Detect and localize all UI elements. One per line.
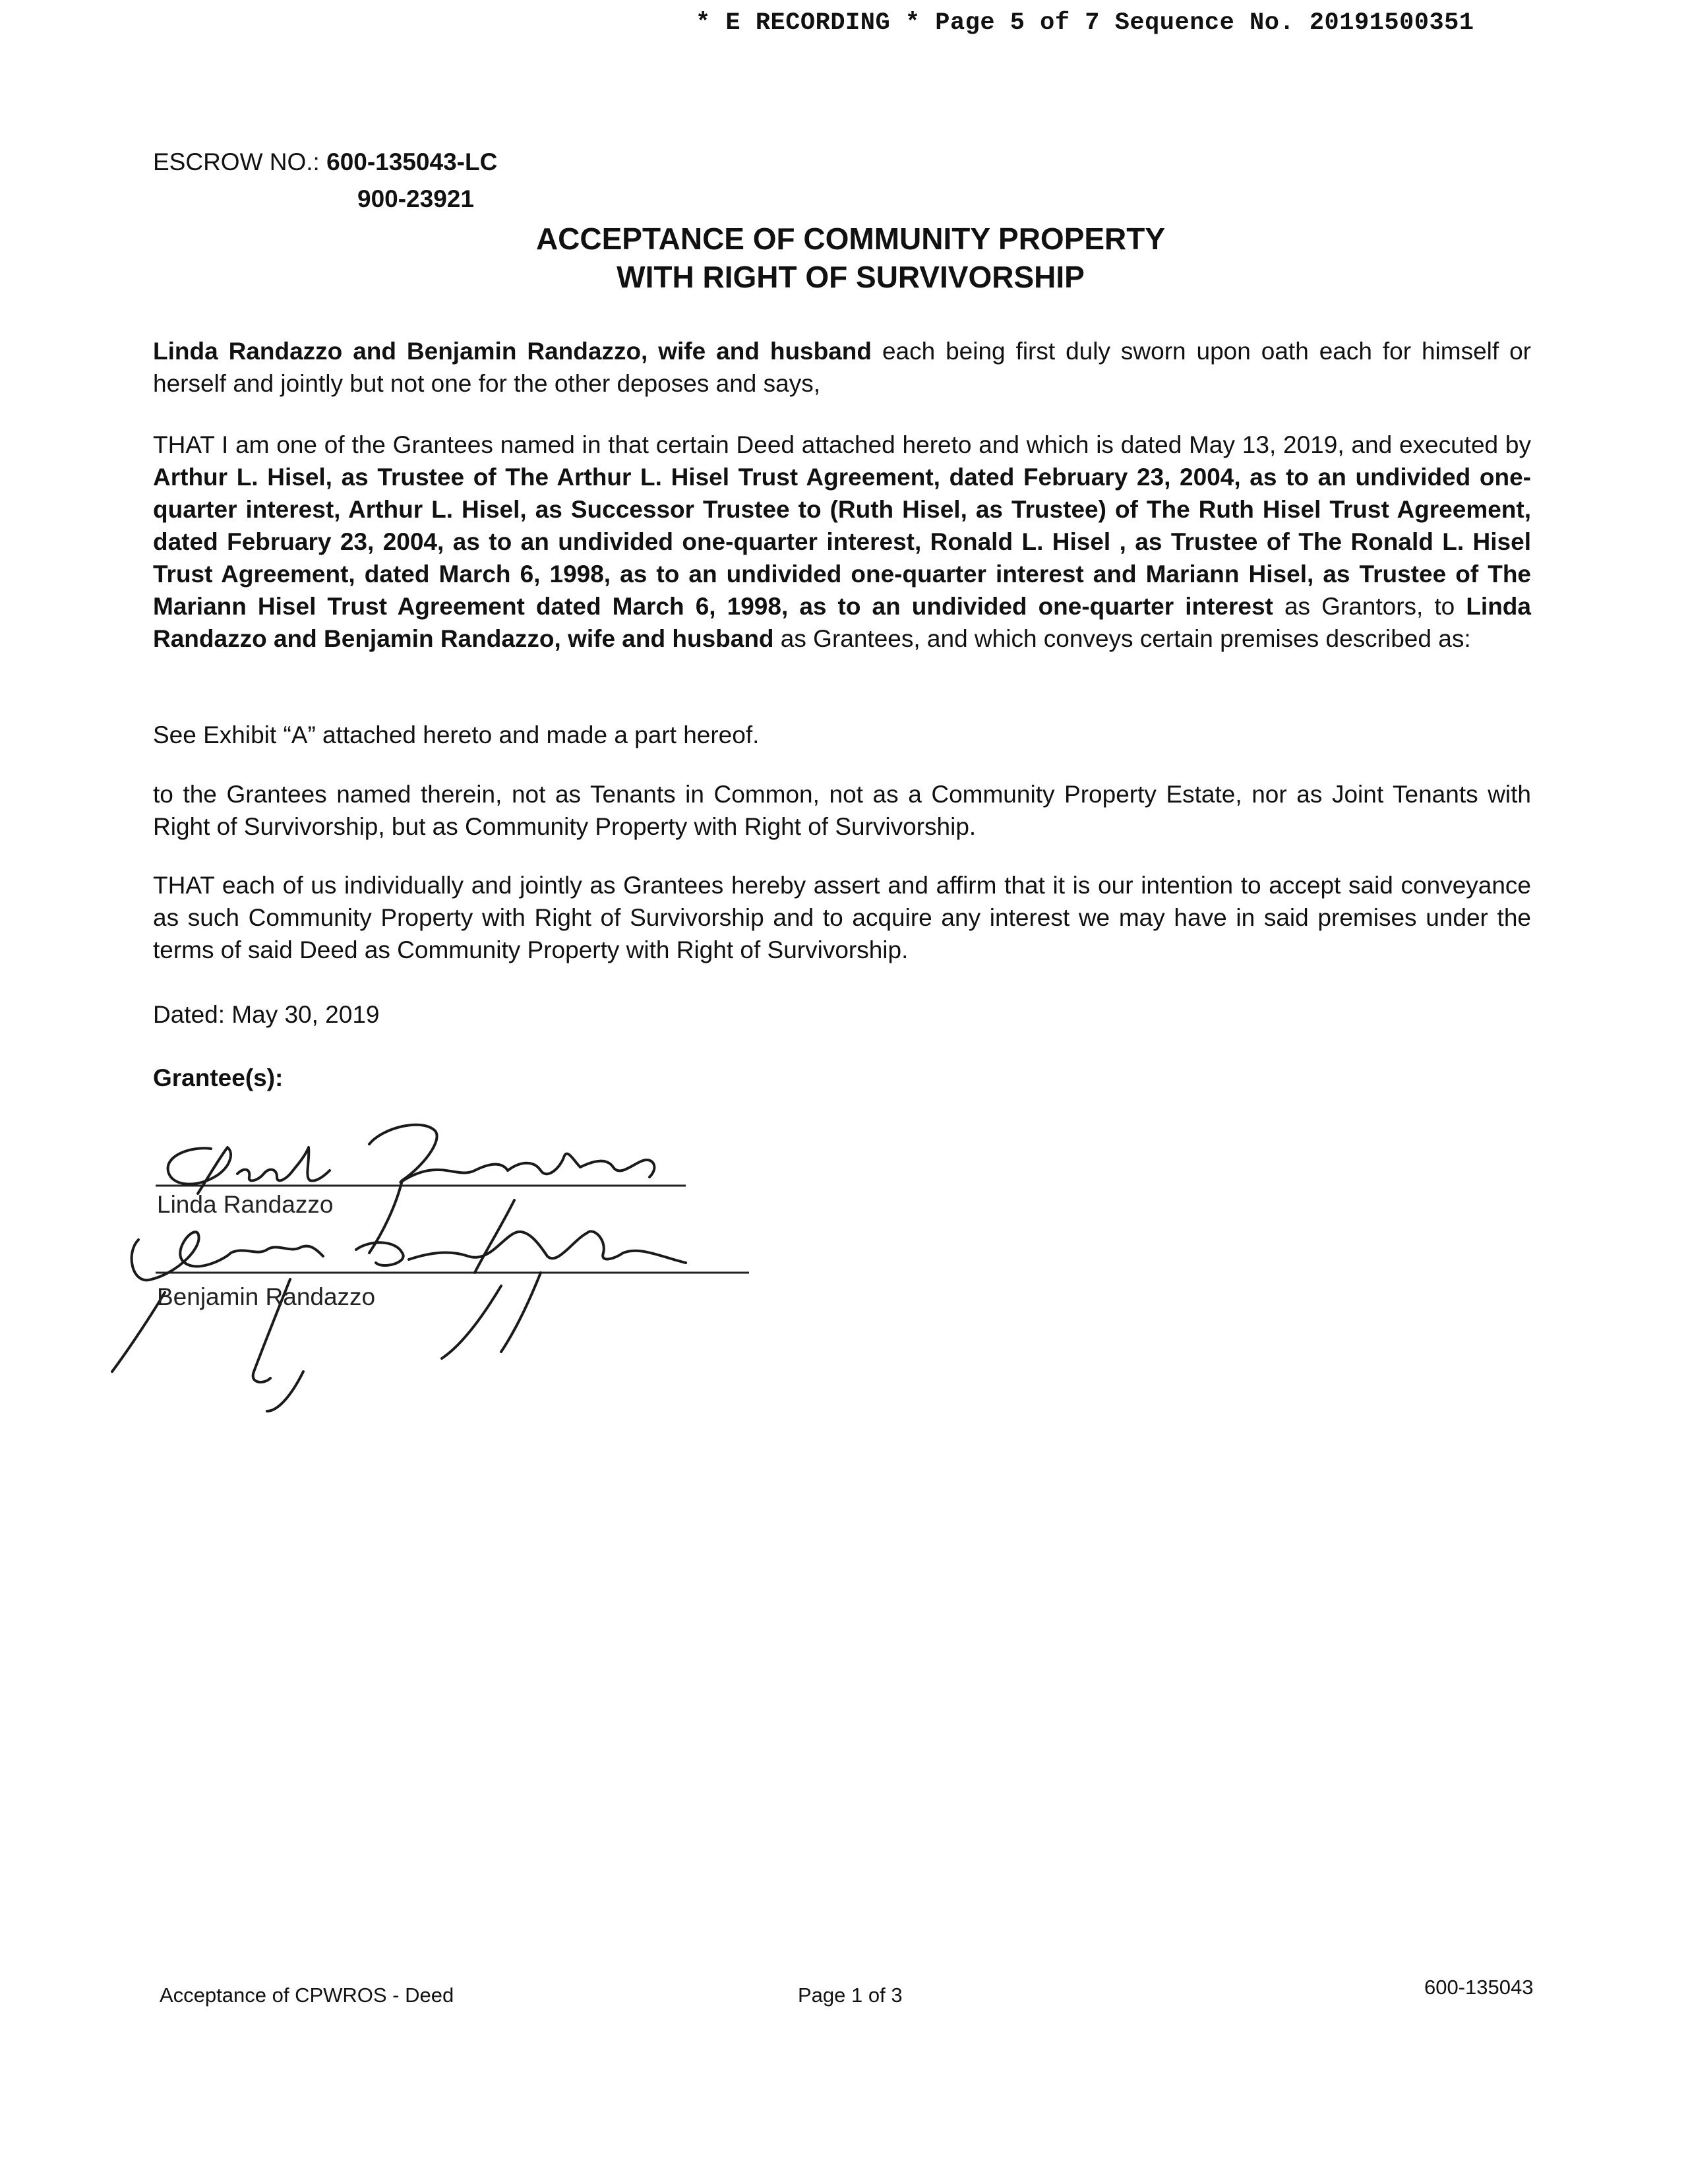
escrow-block bbox=[153, 144, 497, 218]
title-line-2: WITH RIGHT OF SURVIVORSHIP bbox=[617, 260, 1085, 294]
deponents-text: each being first duly sworn upon oath each for himself or herself and jointly but not one for the other deposes and says, bbox=[153, 338, 1531, 397]
recording-header: * E RECORDING * Page 5 of 7 Sequence No. 20191500351 bbox=[696, 9, 1474, 37]
signature-name-benjamin: Benjamin Randazzo bbox=[157, 1283, 376, 1310]
escrow-row-1 bbox=[153, 144, 497, 181]
dated-line: Dated: May 30, 2019 bbox=[153, 1001, 380, 1028]
paragraph-deed bbox=[153, 429, 1531, 655]
grantors-names: Arthur L. Hisel, as Trustee of The Arthur L. Hisel Trust Agreement, dated February 23, 2004, as to an undivided one-quarter interest, Arthur L. Hisel, as Successor Trustee to (Ruth Hisel, as Trustee) of The Ruth Hisel Trust Agreement, dated February 23, 2004, as to an undivided one-quarter interest, Ronald L. Hisel , as Trustee of The Ronald L. Hisel Trust Agreement, dated March 6, 1998, as to an undivided one-quarter interest and Mariann Hisel, as Trustee of The Mariann Hisel Trust Agreement dated March 6, 1998, as to an undivided one-quarter interest bbox=[153, 464, 1531, 620]
paragraph-tenancy: to the Grantees named therein, not as Tenants in Common, not as a Community Property Estate, nor as Joint Tenants with Right of Survivorship, but as Community Property with Right of Survivorship. bbox=[153, 781, 1531, 840]
document-title bbox=[0, 220, 1688, 296]
paragraph-deponents bbox=[153, 335, 1531, 400]
escrow-number-2: 900-23921 bbox=[357, 185, 474, 212]
deed-text-1: THAT I am one of the Grantees named in that certain Deed attached hereto and which is dated May 13, 2019, and executed by bbox=[153, 431, 1531, 458]
deed-text-2: as Grantors, to bbox=[1273, 593, 1466, 620]
footer-page-number: Page 1 of 3 bbox=[798, 1984, 903, 2007]
paragraph-affirmation: THAT each of us individually and jointly as Grantees hereby assert and affirm that it is our intention to accept said conveyance as such Community Property with Right of Survivorship and to acquire any interest we may have in said premises under the terms of said Deed as Community Property with Right of Survivorship. bbox=[153, 872, 1531, 963]
grantees-label: Grantee(s): bbox=[153, 1064, 284, 1091]
footer-document-name: Acceptance of CPWROS - Deed bbox=[160, 1984, 454, 2007]
escrow-number-1: 600-135043-LC bbox=[326, 148, 498, 175]
signature-benjamin bbox=[112, 1231, 686, 1411]
signature-name-linda: Linda Randazzo bbox=[157, 1191, 334, 1218]
footer-escrow-number: 600-135043 bbox=[1424, 1976, 1534, 1999]
escrow-label: ESCROW NO.: bbox=[153, 148, 320, 175]
title-line-1: ACCEPTANCE OF COMMUNITY PROPERTY bbox=[535, 222, 1166, 256]
deponents-names: Linda Randazzo and Benjamin Randazzo, wife and husband bbox=[153, 338, 872, 365]
grantees-names: Linda Randazzo and Benjamin Randazzo, wife and husband bbox=[153, 593, 1531, 652]
paragraph-exhibit: See Exhibit “A” attached hereto and made a part hereof. bbox=[153, 721, 760, 748]
deed-text-3: as Grantees, and which conveys certain premises described as: bbox=[773, 625, 1471, 652]
